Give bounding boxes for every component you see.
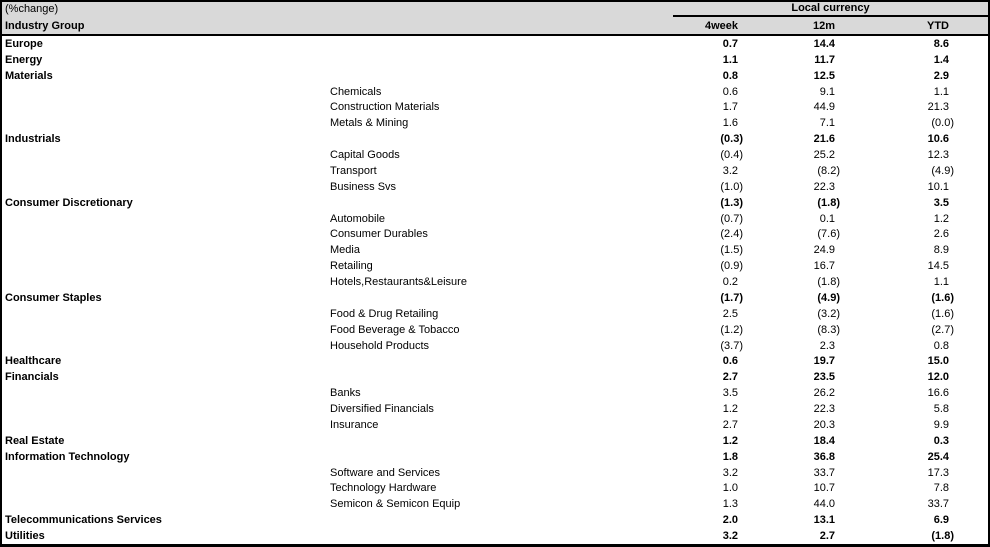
column-header-4week: 4week — [704, 20, 738, 32]
table-row — [2, 36, 988, 52]
value-ytd: 14.5 — [927, 260, 949, 273]
value-12m: 13.1 — [813, 514, 835, 527]
table-row — [2, 258, 988, 274]
value-4week: (0.9) — [720, 260, 743, 273]
industry-name: Energy — [5, 53, 43, 66]
industry-name: Europe — [5, 37, 43, 50]
industry-name: Diversified Financials — [330, 403, 434, 416]
value-4week: (0.7) — [720, 212, 743, 225]
value-4week: (1.3) — [720, 196, 743, 209]
value-12m: 22.3 — [813, 180, 835, 193]
industry-name: Consumer Staples — [5, 291, 102, 304]
industry-name: Materials — [5, 69, 53, 82]
industry-name: Transport — [330, 164, 377, 177]
industry-name: Metals & Mining — [330, 117, 409, 130]
industry-name: Utilities — [5, 530, 45, 543]
industry-name: Media — [330, 244, 360, 257]
industry-name: Telecommunications Services — [5, 514, 162, 527]
industry-name: Software and Services — [330, 466, 441, 479]
industry-name: Banks — [330, 387, 361, 400]
industry-name: Consumer Discretionary — [5, 196, 133, 209]
table-row — [2, 131, 988, 147]
value-ytd: 10.6 — [927, 133, 949, 146]
value-12m: 0.1 — [819, 212, 835, 225]
value-4week: 0.6 — [722, 85, 738, 98]
value-ytd: 5.8 — [933, 403, 949, 416]
value-12m: 7.1 — [819, 117, 835, 130]
value-ytd: (1.8) — [931, 530, 954, 543]
value-4week: (0.4) — [720, 149, 743, 162]
table-row — [2, 465, 988, 481]
table-row — [2, 306, 988, 322]
value-ytd: 33.7 — [927, 498, 949, 511]
value-ytd: 1.4 — [933, 53, 949, 66]
industry-name: Household Products — [330, 339, 430, 352]
value-ytd: (4.9) — [931, 164, 954, 177]
table-row — [2, 512, 988, 528]
value-ytd: 1.1 — [933, 276, 949, 289]
industry-name: Business Svs — [330, 180, 397, 193]
value-12m: 12.5 — [813, 69, 835, 82]
value-4week: (1.7) — [720, 291, 743, 304]
value-12m: 2.7 — [819, 530, 835, 543]
industry-name: Capital Goods — [330, 149, 400, 162]
value-4week: 0.2 — [722, 276, 738, 289]
table-row — [2, 242, 988, 258]
industry-name: Healthcare — [5, 355, 62, 368]
value-4week: 1.8 — [722, 450, 738, 463]
value-12m: 14.4 — [813, 37, 835, 50]
industry-name: Hotels,Restaurants&Leisure — [330, 276, 467, 289]
value-4week: 3.2 — [722, 530, 738, 543]
industry-name: Real Estate — [5, 434, 65, 447]
value-4week: 2.0 — [722, 514, 738, 527]
value-12m: 11.7 — [814, 53, 835, 66]
value-ytd: 12.3 — [927, 149, 949, 162]
value-4week: 2.7 — [722, 418, 738, 431]
table-row — [2, 433, 988, 449]
value-4week: (1.0) — [720, 180, 743, 193]
value-4week: 3.2 — [722, 466, 738, 479]
industry-name: Construction Materials — [330, 101, 440, 114]
table-row — [2, 449, 988, 465]
industry-name: Food & Drug Retailing — [330, 307, 439, 320]
value-12m: (1.8) — [817, 276, 840, 289]
table-row — [2, 385, 988, 401]
value-ytd: 15.0 — [927, 355, 949, 368]
value-4week: (1.5) — [720, 244, 743, 257]
table-row — [2, 195, 988, 211]
value-12m: 18.4 — [813, 434, 835, 447]
value-12m: 23.5 — [813, 371, 835, 384]
value-ytd: 3.5 — [933, 196, 949, 209]
industry-name: Financials — [5, 371, 59, 384]
table-row — [2, 100, 988, 116]
value-12m: 16.7 — [813, 260, 835, 273]
table-row — [2, 417, 988, 433]
table-row — [2, 179, 988, 195]
value-12m: 26.2 — [813, 387, 835, 400]
value-12m: (3.2) — [817, 307, 840, 320]
value-ytd: 1.2 — [933, 212, 949, 225]
value-4week: 0.7 — [722, 37, 738, 50]
local-currency-group-header: Local currency — [673, 2, 988, 17]
value-ytd: 12.0 — [927, 371, 949, 384]
value-12m: (4.9) — [817, 291, 840, 304]
table-row — [2, 274, 988, 290]
table-row — [2, 401, 988, 417]
industry-name: Retailing — [330, 260, 373, 273]
table-row — [2, 84, 988, 100]
value-12m: 21.6 — [813, 133, 835, 146]
table-body — [2, 36, 988, 544]
table-row — [2, 354, 988, 370]
value-4week: 1.0 — [722, 482, 738, 495]
value-ytd: 7.8 — [933, 482, 949, 495]
header-row-columns — [2, 17, 988, 34]
value-ytd: 2.9 — [933, 69, 949, 82]
value-12m: 36.8 — [813, 450, 835, 463]
value-ytd: 0.8 — [933, 339, 949, 352]
value-4week: 1.7 — [722, 101, 738, 114]
table-row — [2, 211, 988, 227]
table-row — [2, 52, 988, 68]
table-row — [2, 227, 988, 243]
table-row — [2, 338, 988, 354]
value-12m: 20.3 — [813, 418, 835, 431]
value-ytd: 25.4 — [927, 450, 949, 463]
value-12m: 44.0 — [813, 498, 835, 511]
value-4week: (3.7) — [720, 339, 743, 352]
value-12m: 22.3 — [813, 403, 835, 416]
value-12m: 25.2 — [813, 149, 835, 162]
value-ytd: (1.6) — [931, 307, 954, 320]
value-4week: 0.6 — [722, 355, 738, 368]
value-12m: 24.9 — [813, 244, 835, 257]
value-4week: 1.6 — [722, 117, 738, 130]
industry-name: Food Beverage & Tobacco — [330, 323, 460, 336]
value-4week: 1.2 — [722, 403, 738, 416]
value-12m: 9.1 — [819, 85, 835, 98]
value-4week: 1.1 — [722, 53, 738, 66]
value-12m: 2.3 — [819, 339, 835, 352]
column-header-12m: 12m — [812, 20, 835, 32]
value-ytd: 21.3 — [927, 101, 949, 114]
industry-name: Consumer Durables — [330, 228, 428, 241]
value-ytd: (1.6) — [931, 291, 954, 304]
value-12m: 33.7 — [813, 466, 835, 479]
value-4week: (0.3) — [720, 133, 743, 146]
value-4week: (2.4) — [720, 228, 743, 241]
industry-name: Chemicals — [330, 85, 382, 98]
value-4week: 3.2 — [722, 164, 738, 177]
table-row — [2, 163, 988, 179]
value-12m: (7.6) — [817, 228, 840, 241]
header-row-currency — [2, 2, 988, 17]
value-ytd: 17.3 — [927, 466, 949, 479]
value-4week: 1.2 — [722, 434, 738, 447]
value-ytd: 0.3 — [933, 434, 949, 447]
industry-name: Industrials — [5, 133, 61, 146]
value-4week: (1.2) — [720, 323, 743, 336]
value-12m: 44.9 — [813, 101, 835, 114]
industry-name: Semicon & Semicon Equip — [330, 498, 461, 511]
value-ytd: 16.6 — [927, 387, 949, 400]
table-row — [2, 369, 988, 385]
value-12m: (8.3) — [817, 323, 840, 336]
value-4week: 1.3 — [722, 498, 738, 511]
value-12m: 19.7 — [813, 355, 835, 368]
industry-name: Automobile — [330, 212, 386, 225]
table-row — [2, 115, 988, 131]
table-row — [2, 481, 988, 497]
value-ytd: (2.7) — [931, 323, 954, 336]
value-ytd: 8.9 — [933, 244, 949, 257]
value-12m: 10.7 — [813, 482, 835, 495]
value-ytd: 1.1 — [933, 85, 949, 98]
value-12m: (1.8) — [817, 196, 840, 209]
industry-group-header: Industry Group — [5, 20, 85, 32]
table-row — [2, 290, 988, 306]
value-4week: 0.8 — [722, 69, 738, 82]
value-4week: 3.5 — [722, 387, 738, 400]
column-header-ytd: YTD — [927, 20, 949, 32]
value-ytd: 8.6 — [933, 37, 949, 50]
value-4week: 2.7 — [722, 371, 738, 384]
value-4week: 2.5 — [722, 307, 738, 320]
value-12m: (8.2) — [817, 164, 840, 177]
table-row — [2, 322, 988, 338]
value-ytd: 10.1 — [927, 180, 949, 193]
pct-change-label: (%change) — [5, 3, 59, 15]
value-ytd: 9.9 — [933, 418, 949, 431]
value-ytd: 2.6 — [933, 228, 949, 241]
industry-name: Technology Hardware — [330, 482, 437, 495]
table-row — [2, 147, 988, 163]
table-row — [2, 528, 988, 544]
table-row — [2, 496, 988, 512]
table-row — [2, 68, 988, 84]
value-ytd: 6.9 — [933, 514, 949, 527]
value-ytd: (0.0) — [931, 117, 954, 130]
industry-name: Insurance — [330, 418, 379, 431]
table-header — [2, 2, 988, 36]
industry-name: Information Technology — [5, 450, 130, 463]
